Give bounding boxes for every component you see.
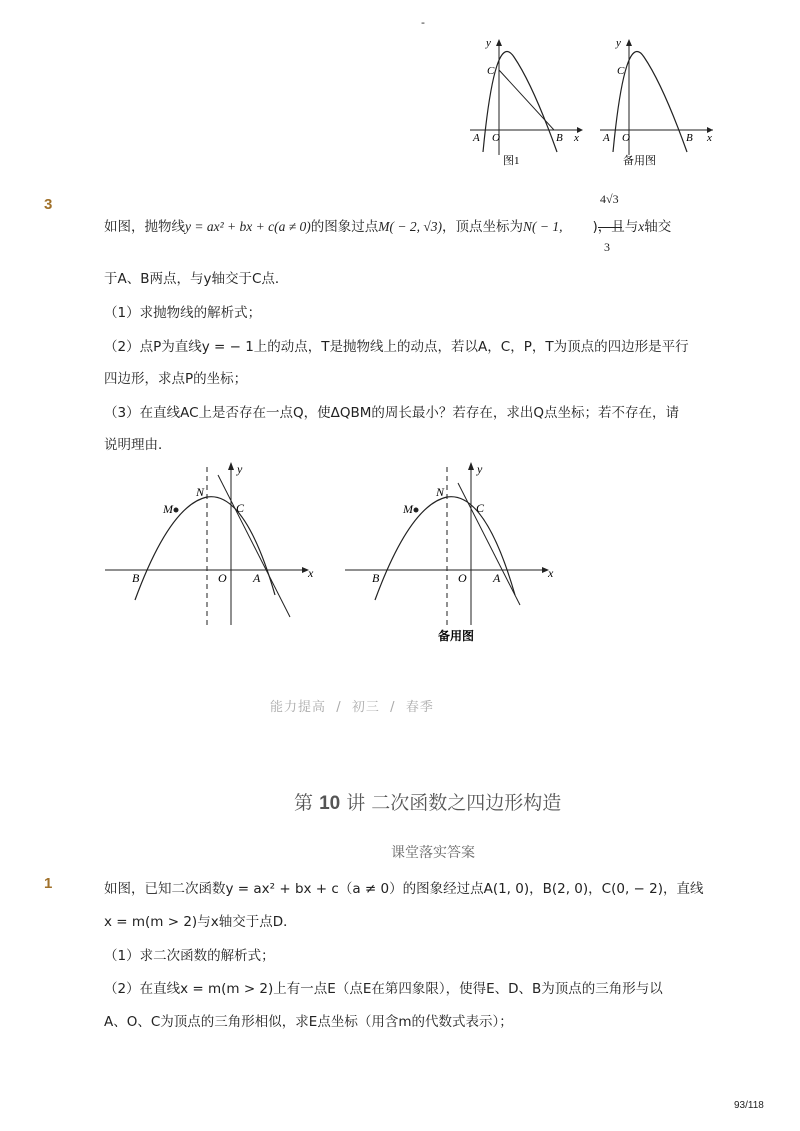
figure-1 [470, 37, 583, 167]
fig3-m-label: M [163, 502, 173, 516]
fig3-x-label: x [308, 566, 314, 580]
fig2-c-label: C [617, 65, 625, 77]
fig4-caption: 备用图 [438, 629, 475, 643]
fig4-a-label: A [493, 571, 501, 585]
fig1-c-label: C [487, 65, 495, 77]
top-mark: - [421, 16, 425, 29]
page-number: 93/118 [734, 1100, 764, 1111]
q3-frac-numerator: 4√3 [600, 192, 619, 206]
question-number-1: 1 [44, 875, 53, 892]
q3-frac-denominator: 3 [604, 240, 610, 254]
fig2-a-label: A [603, 132, 610, 144]
fig2-b-label: B [686, 132, 693, 144]
mid-figures [100, 455, 570, 655]
fig3-c-label: C [236, 501, 245, 515]
fig3-y-label: y [237, 462, 243, 476]
figure-spare-top [600, 37, 713, 167]
fig4-b-label: B [372, 571, 380, 585]
fig4-x-label: x [548, 566, 554, 580]
q3-part-3a: （3）在直线AC上是否存在一点Q，使ΔQBM的周长最小？若存在，求出Q点坐标；若不存在，请 [104, 405, 680, 421]
question-number-3: 3 [44, 196, 53, 213]
fig3-a-label: A [253, 571, 261, 585]
fig4-c-label: C [476, 501, 485, 515]
q3-line-1: 如图，抛物线y = ax² + bx + c(a ≠ 0)的图象过点M( − 2, √3)，顶点坐标为N( − 1, )，且与x轴交 [104, 219, 672, 235]
fig3-n-label: N [196, 485, 205, 499]
fig2-caption: 备用图 [623, 155, 656, 167]
fig1-y-label: y [486, 37, 491, 49]
fig1-caption: 图1 [503, 155, 520, 167]
q1-part-2a: （2）在直线x = m(m > 2)上有一点E（点E在第四象限），使得E、D、B为顶点的三角形与以 [104, 981, 663, 997]
fig1-b-label: B [556, 132, 563, 144]
course-tag: 能力提高 / 初三 / 春季 [270, 700, 434, 715]
q1-line-1: 如图，已知二次函数y = ax² + bx + c（a ≠ 0）的图象经过点A(1, 0)，B(2, 0)，C(0, − 2)，直线 [104, 881, 704, 897]
fig4-m-label: M [403, 502, 413, 516]
figure-q3-spare [345, 462, 554, 643]
figure-q3-main [105, 462, 314, 625]
fig1-o-label: O [492, 132, 500, 144]
q3-part-1: （1）求抛物线的解析式； [104, 305, 262, 321]
fig2-o-label: O [622, 132, 630, 144]
lecture-subtitle: 课堂落实答案 [391, 845, 475, 861]
fig3-o-label: O [218, 571, 227, 585]
top-figures [465, 30, 725, 175]
q3-line-2: 于A、B两点，与y轴交于C点． [104, 271, 289, 287]
fig2-y-label: y [616, 37, 621, 49]
q3-part-2a: （2）点P为直线y = − 1上的动点，T是抛物线上的动点，若以A，C，P，T为顶点的四边形是平行 [104, 339, 689, 355]
q3-part-3b: 说明理由． [104, 437, 172, 453]
fig1-x-label: x [574, 132, 579, 144]
fig4-o-label: O [458, 571, 467, 585]
fig4-n-label: N [436, 485, 445, 499]
fig4-y-label: y [477, 462, 483, 476]
q1-line-2: x = m(m > 2)与x轴交于点D． [104, 914, 297, 930]
fig2-x-label: x [707, 132, 712, 144]
fig3-b-label: B [132, 571, 140, 585]
q1-part-2b: A、O、C为顶点的三角形相似，求E点坐标（用含m的代数式表示）； [104, 1014, 513, 1030]
q3-part-2b: 四边形，求点P的坐标； [104, 371, 248, 387]
lecture-title: 第 10 讲 二次函数之四边形构造 [294, 792, 562, 814]
q1-part-1: （1）求二次函数的解析式； [104, 948, 275, 964]
fig1-a-label: A [473, 132, 480, 144]
